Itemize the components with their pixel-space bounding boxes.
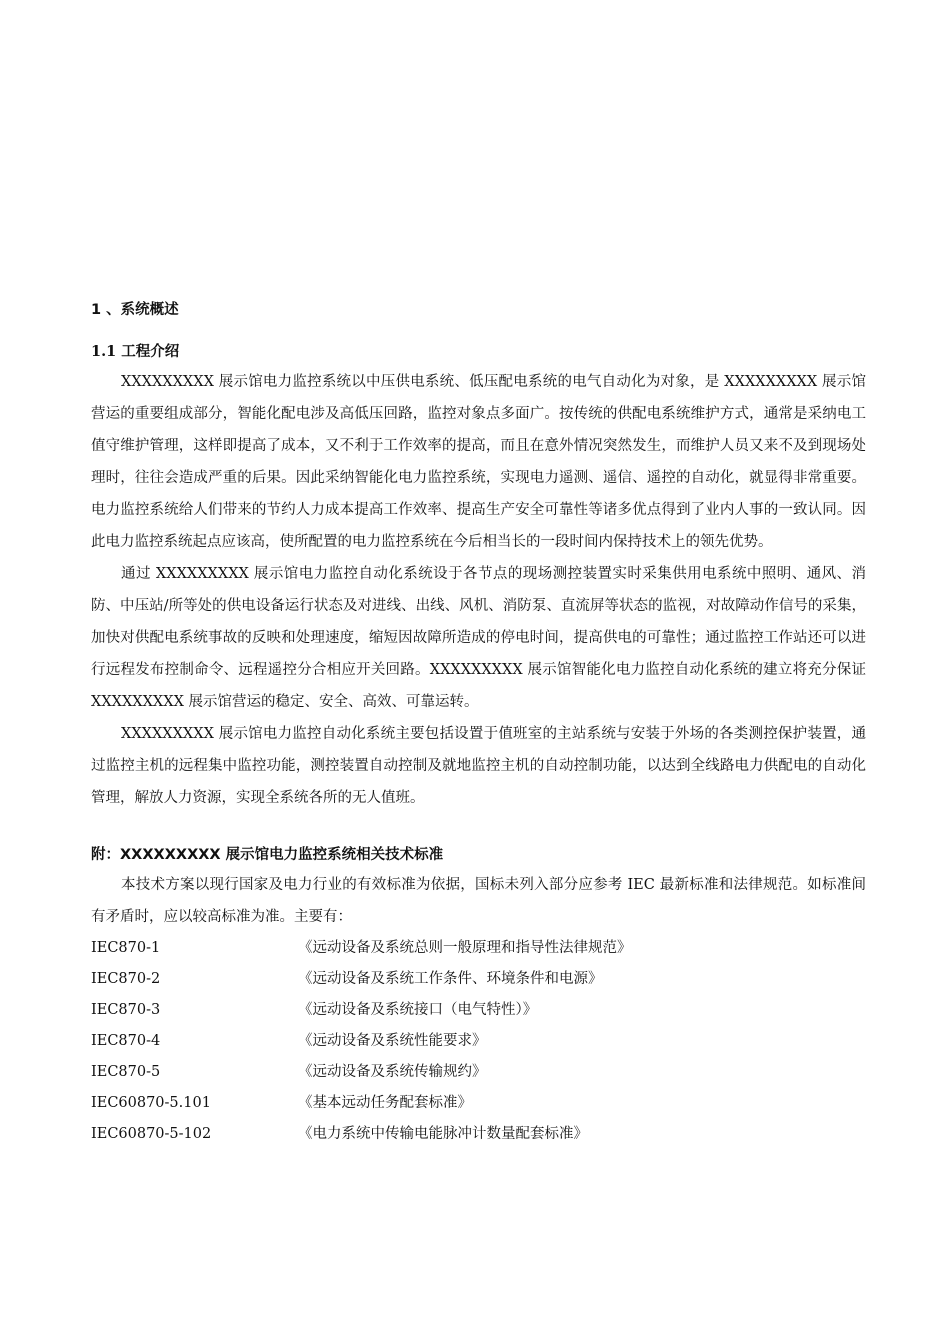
standard-code: IEC870-5 [91, 1064, 161, 1080]
standard-name: 《远动设备及系统总则一般原理和指导性法律规范》 [298, 940, 632, 956]
subsection-heading: 1.1 工程介绍 [91, 343, 180, 360]
standard-row [91, 933, 866, 964]
standard-code: IEC870-4 [91, 1033, 161, 1049]
paragraph-composition: XXXXXXXXX 展示馆电力监控自动化系统主要包括设置于值班室的主站系统与安装于外场的各类测控保护装置，通过监控主机的远程集中监控功能，测控装置自动控制及就地监控主机的自动控制功能，以达到全线路电力供配电的自动化管理，解放人力资源，实现全系统各所的无人值班。 [91, 726, 866, 806]
appendix-heading: 附：XXXXXXXXX 展示馆电力监控系统相关技术标准 [91, 847, 444, 863]
standard-code: IEC870-2 [91, 971, 161, 987]
appendix-intro: 本技术方案以现行国家及电力行业的有效标准为依据，国标未列入部分应参考 IEC 最新标准和法律规范。如标准间有矛盾时，应以较高标准为准。主要有： [91, 877, 866, 925]
standard-name: 《远动设备及系统工作条件、环境条件和电源》 [298, 971, 603, 987]
standard-name: 《远动设备及系统性能要求》 [298, 1033, 487, 1049]
section-heading: 1 、系统概述 [91, 302, 179, 318]
standard-code: IEC60870-5-102 [91, 1126, 212, 1142]
standard-row [91, 1088, 866, 1119]
standard-name: 《远动设备及系统传输规约》 [298, 1064, 487, 1080]
standard-name: 《基本远动任务配套标准》 [298, 1095, 472, 1111]
paragraph-intro: XXXXXXXXX 展示馆电力监控系统以中压供电系统、低压配电系统的电气自动化为对象，是 XXXXXXXXX 展示馆营运的重要组成部分，智能化配电涉及高低压回路，监控对象点多面广。按传统的供配电系统维护方式，通常是采纳电工值守维护管理，这样即提高了成本，又不利于工作效率的提高，而且在意外情况突然发生，而维护人员又来不及到现场处理时，往往会造成严重的后果。因此采纳智能化电力监控系统，实现电力遥测、遥信、遥控的自动化，就显得非常重要。电力监控系统给人们带来的节约人力成本提高工作效率、提高生产安全可靠性等诸多优点得到了业内人事的一致认同。因此电力监控系统起点应该高，使所配置的电力监控系统在今后相当长的一段时间内保持技术上的领先优势。 [91, 374, 866, 550]
standard-code: IEC60870-5.101 [91, 1095, 211, 1111]
paragraph-functions: 通过 XXXXXXXXX 展示馆电力监控自动化系统设于各节点的现场测控装置实时采集供用电系统中照明、通风、消防、中压站/所等处的供电设备运行状态及对进线、出线、风机、消防泵、直流屏等状态的监视，对故障动作信号的采集，加快对供配电系统事故的反映和处理速度，缩短因故障所造成的停电时间，提高供电的可靠性；通过监控工作站还可以进行远程发布控制命令、远程遥控分合相应开关回路。XXXXXXXXX 展示馆智能化电力监控自动化系统的建立将充分保证 XXXXXXXXX 展示馆营运的稳定、安全、高效、可靠运转。 [91, 566, 866, 710]
standard-row [91, 1026, 866, 1057]
standard-code: IEC870-1 [91, 940, 161, 956]
standards-list [91, 933, 866, 1150]
standard-name: 《电力系统中传输电能脉冲计数量配套标准》 [298, 1126, 588, 1142]
standard-row [91, 1119, 866, 1150]
standard-code: IEC870-3 [91, 1002, 161, 1018]
standard-row [91, 964, 866, 995]
document-body [91, 296, 866, 1150]
standard-row [91, 1057, 866, 1088]
standard-name: 《远动设备及系统接口（电气特性）》 [298, 1002, 538, 1018]
standard-row [91, 995, 866, 1026]
